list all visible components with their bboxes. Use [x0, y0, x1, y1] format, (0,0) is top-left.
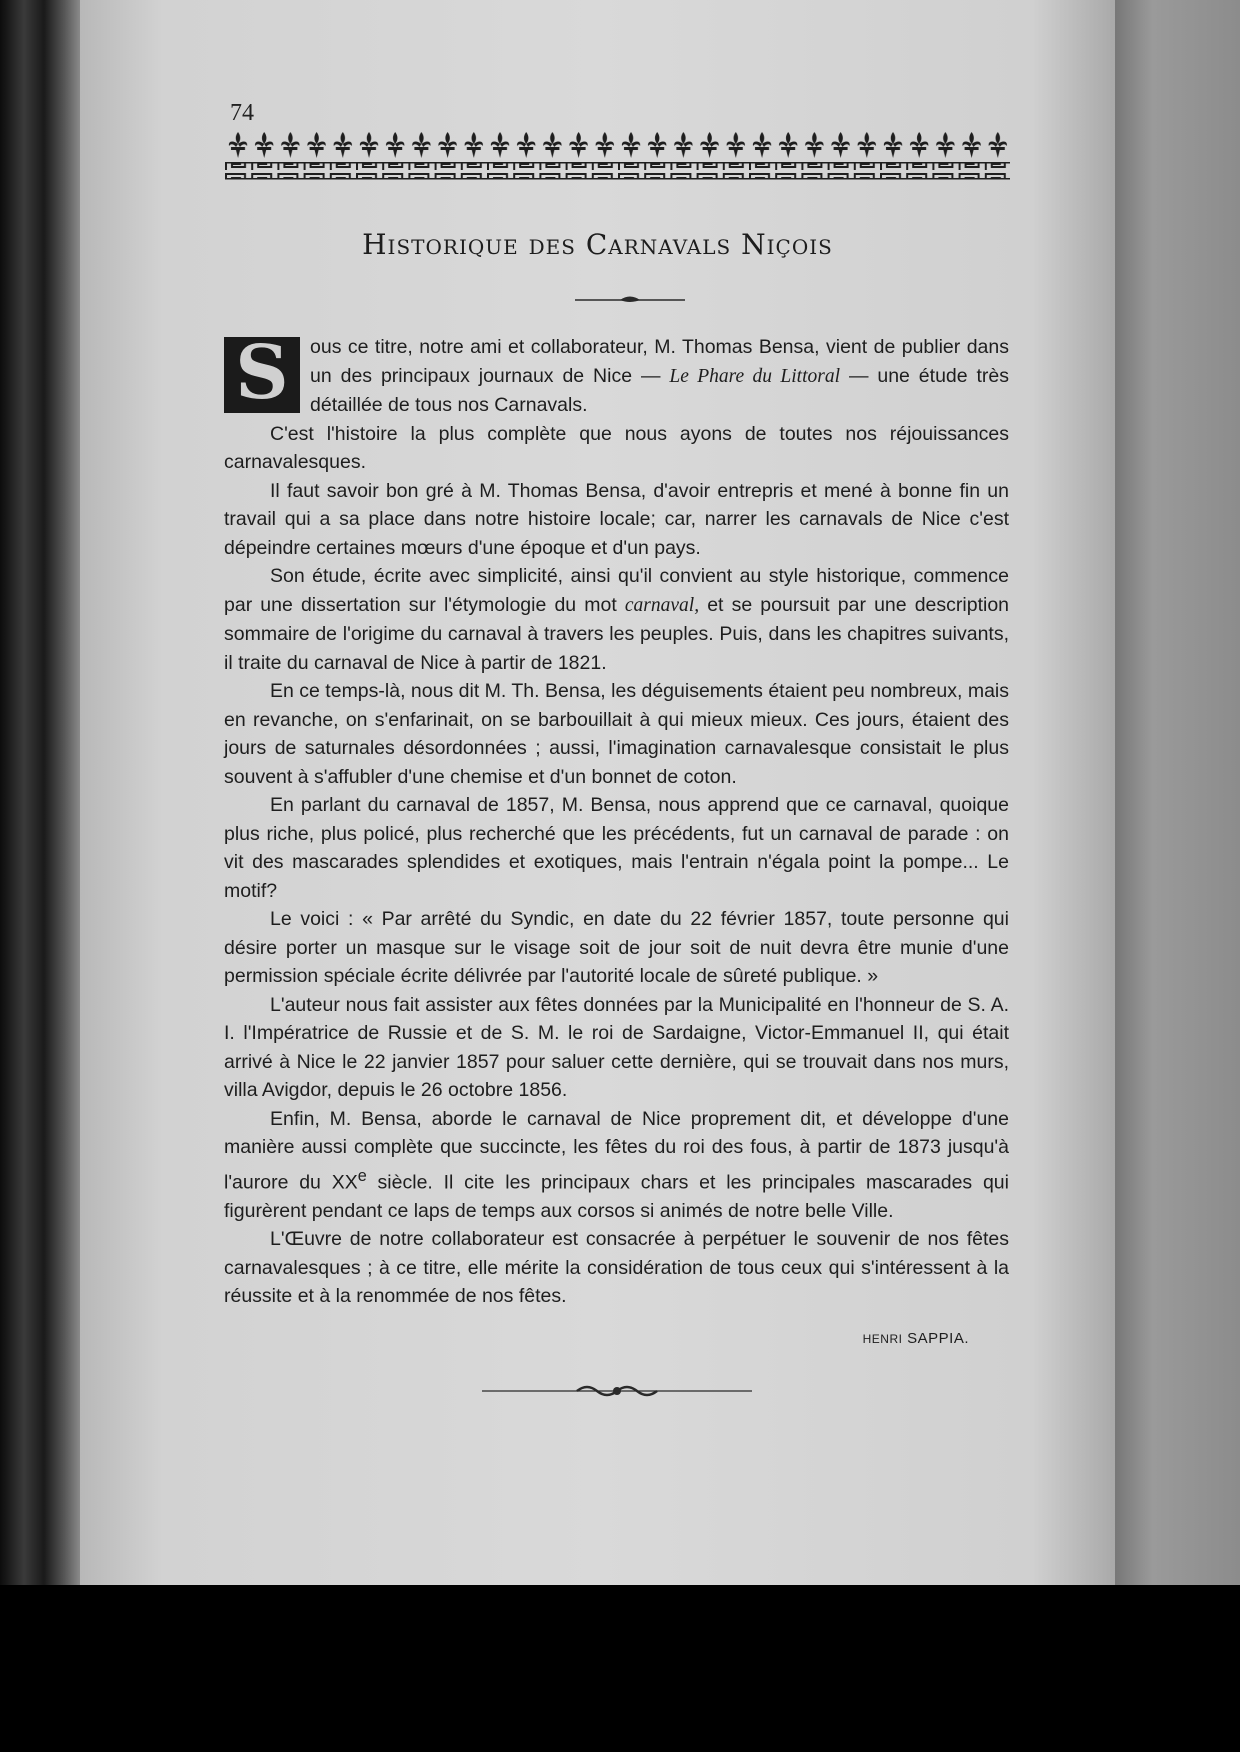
adjacent-page-edge [1115, 0, 1240, 1585]
scroll-tailpiece-ornament [482, 1383, 752, 1403]
paragraph-2: C'est l'histoire la plus complète que nous ayons de toutes nos réjouissances carnavalesques. [224, 422, 1009, 473]
title-rule-ornament [575, 294, 685, 304]
paragraph-4: Son étude, écrite avec simplicité, ainsi qu'il convient au style historique, commence par une dissertation sur l'étymologie du mot carnaval, et se poursuit par une description sommaire de l'origime du carnaval à travers les peuples. Puis, dans les chapitres suivants, il traite du carnaval de Nice à partir de 1821. [224, 565, 1010, 674]
drop-cap-initial: S [224, 337, 300, 413]
book-spine-shadow [0, 0, 80, 1585]
paragraph-9: Enfin, M. Bensa, aborde le carnaval de Nice proprement dit, et développe d'une manière aussi complète que succincte, les fêtes du roi des fous, à partir de 1873 jusqu'à l'aurore du XXe siècle. Il cite les principaux chars et les principales mascarades qui figurèrent pendant ce laps de temps aux corsos si animés de notre belle Ville. [224, 1107, 1009, 1222]
article-body [224, 330, 1010, 1403]
fleur-de-lis-frieze-ornament [225, 130, 1010, 180]
page-number: 74 [230, 100, 254, 126]
page-title: Historique des Carnavals Niçois [362, 228, 833, 261]
scan-border [0, 1585, 1240, 1752]
paragraph-6: En parlant du carnaval de 1857, M. Bensa, nous apprend que ce carnaval, quoique plus riche, plus policé, plus recherché que les précédents, fut un carnaval de parade : on vit des mascarades splendides et exotiques, mais l'entrain n'égala point la pompe... Le motif? [224, 794, 1009, 902]
book-page [80, 0, 1115, 1585]
paragraph-7: Le voici : « Par arrêté du Syndic, en date du 22 février 1857, toute personne qui désire porter un masque sur le visage soit de jour soit de nuit devra être munie d'une permission spéciale écrite délivrée par l'autorité locale de sûreté publique. » [224, 908, 1009, 987]
paragraph-8: L'auteur nous fait assister aux fêtes données par la Municipalité en l'honneur de S. A. I. l'Impératrice de Russie et de S. M. le roi de Sardaigne, Victor-Emmanuel II, qui était arrivé à Nice le 22 janvier 1857 pour saluer cette dernière, qui se trouvait dans nos murs, villa Avigdor, depuis le 26 octobre 1856. [224, 993, 1009, 1101]
paragraph-5: En ce temps-là, nous dit M. Th. Bensa, les déguisements étaient peu nombreux, mais en revanche, on s'enfarinait, on se barbouillait à qui mieux mieux. Ces jours, étaient des jours de saturnales désordonnées ; aussi, l'imagination carnavalesque consistait le plus souvent à s'affubler d'une chemise et d'un bonnet de coton. [224, 680, 1009, 788]
paragraph-1: S ous ce titre, notre ami et collaborateur, M. Thomas Bensa, vient de publier dans un des principaux journaux de Nice — Le Phare du Littoral — une étude très détaillée de tous nos Carnavals. [224, 333, 1009, 420]
newspaper-title: Le Phare du Littoral [669, 365, 841, 387]
italic-word: carnaval, [624, 594, 700, 616]
paragraph-10: L'Œuvre de notre collaborateur est consacrée à perpétuer le souvenir de nos fêtes carnavalesques ; à ce titre, elle mérite la considération de tous ceux qui s'intéressent à la réussite et à la renommée de nos fêtes. [224, 1228, 1009, 1307]
paragraph-3: Il faut savoir bon gré à M. Thomas Bensa, d'avoir entrepris et mené à bonne fin un travail qui a sa place dans notre histoire locale; car, narrer les carnavals de Nice c'est dépeindre certaines mœurs d'une époque et d'un pays. [224, 479, 1009, 559]
author-signature: HENRI SAPPIA. [862, 1329, 969, 1347]
